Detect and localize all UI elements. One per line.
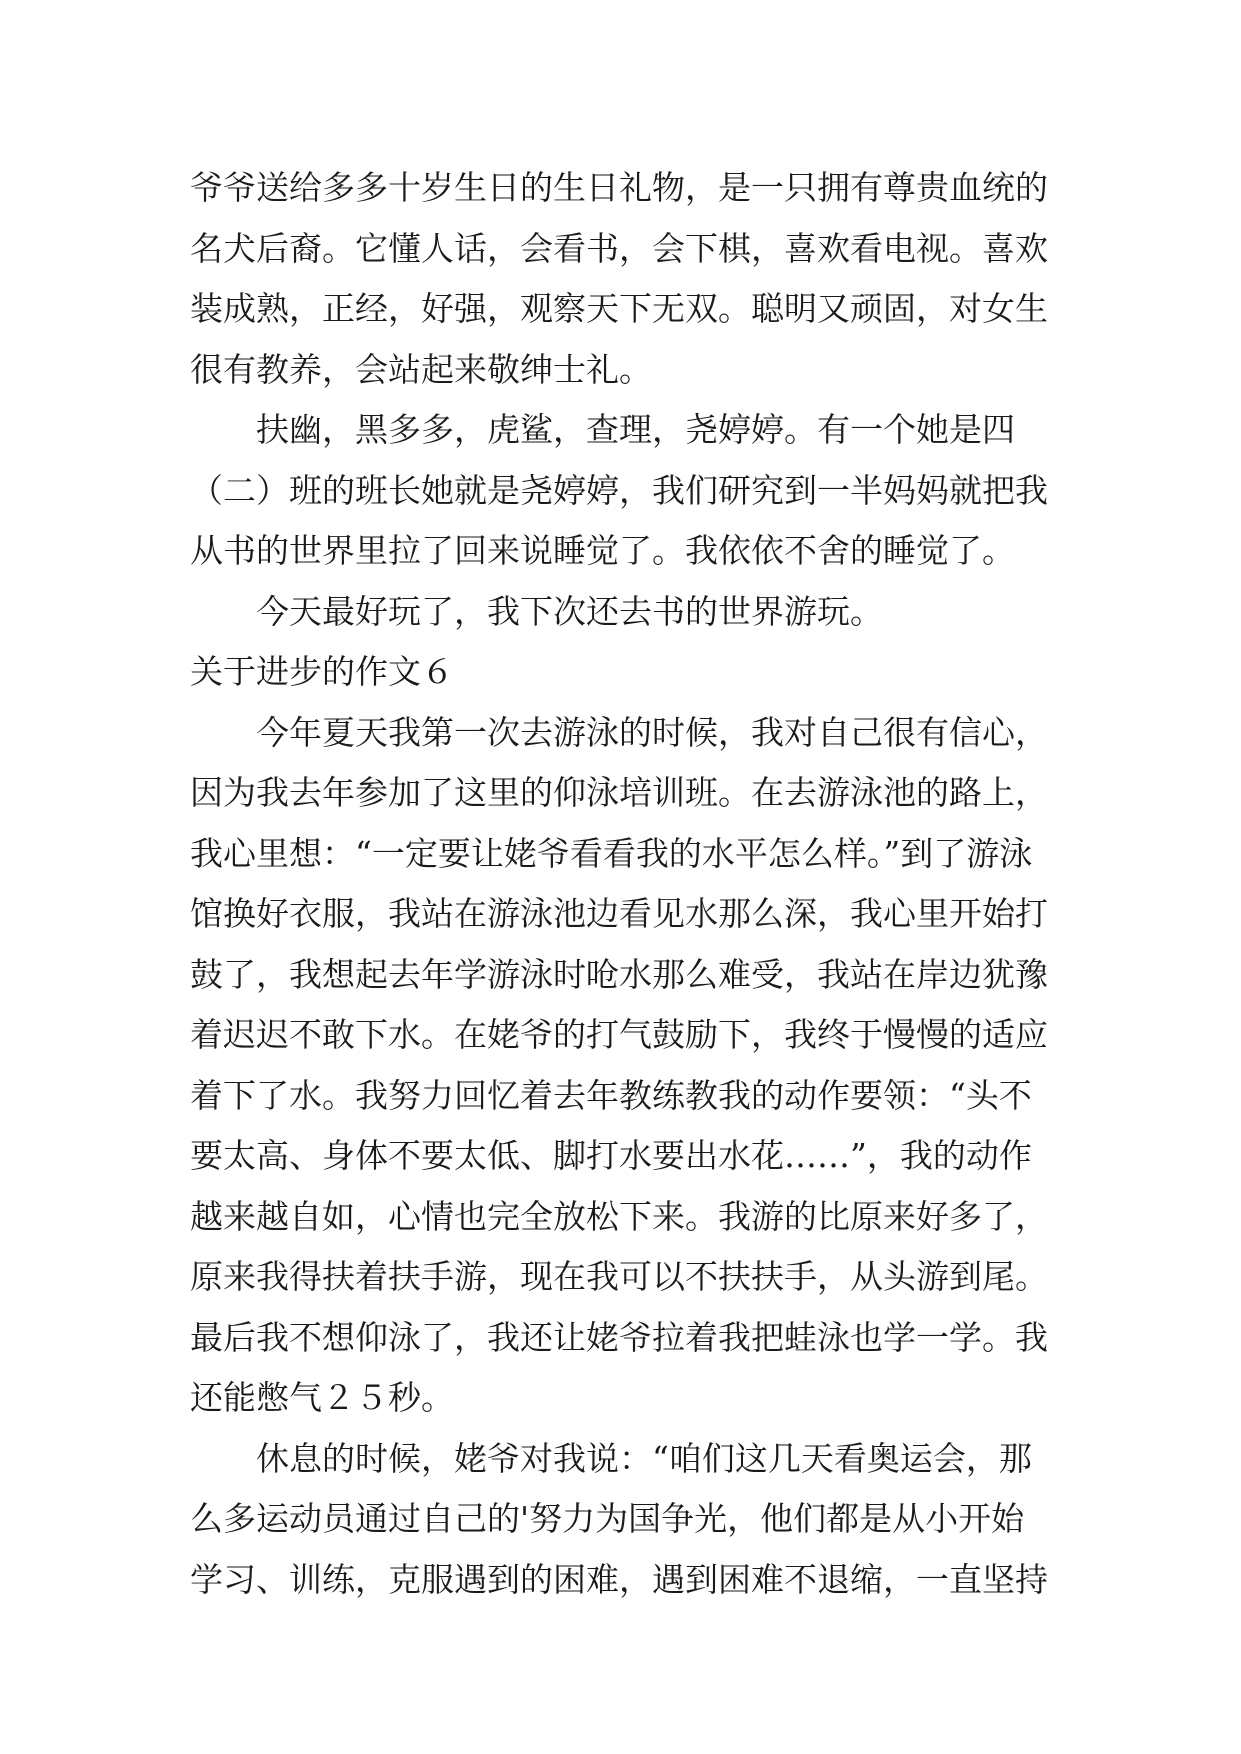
body-paragraph bbox=[190, 582, 1070, 643]
text-line: 关于进步的作文６ bbox=[190, 652, 454, 691]
text-line: 爷爷送给多多十岁生日的生日礼物，是一只拥有尊贵血统的 bbox=[190, 168, 1048, 207]
text-line: 馆换好衣服，我站在游泳池边看见水那么深，我心里开始打 bbox=[190, 894, 1048, 933]
text-line: 学习、训练，克服遇到的困难，遇到困难不退缩，一直坚持 bbox=[190, 1559, 1048, 1599]
text-line: 着下了水。我努力回忆着去年教练教我的动作要领：“头不 bbox=[190, 1075, 1032, 1115]
text-line: 从书的世界里拉了回来说睡觉了。我依依不舍的睡觉了。 bbox=[190, 531, 1015, 570]
body-paragraph bbox=[190, 1429, 1070, 1611]
text-line: 今天最好玩了，我下次还去书的世界游玩。 bbox=[256, 591, 883, 631]
text-line: 要太高、身体不要太低、脚打水要出水花……”，我的动作 bbox=[190, 1136, 1032, 1175]
text-line: 原来我得扶着扶手游，现在我可以不扶扶手，从头游到尾。 bbox=[190, 1257, 1048, 1296]
text-line: 休息的时候，姥爷对我说：“咱们这几天看奥运会，那 bbox=[256, 1438, 1032, 1478]
text-line: 着迟迟不敢下水。在姥爷的打气鼓励下，我终于慢慢的适应 bbox=[190, 1015, 1048, 1054]
text-line: 今年夏天我第一次去游泳的时候，我对自己很有信心， bbox=[256, 712, 1048, 752]
section-heading bbox=[190, 642, 1070, 703]
text-line: 我心里想：“一定要让姥爷看看我的水平怎么样。”到了游泳 bbox=[190, 833, 1033, 873]
text-line: 么多运动员通过自己的'努力为国争光，他们都是从小开始 bbox=[190, 1499, 1025, 1538]
text-line: 因为我去年参加了这里的仰泳培训班。在去游泳池的路上， bbox=[190, 773, 1048, 812]
text-line: 还能憋气２５秒。 bbox=[190, 1378, 454, 1417]
body-paragraph bbox=[190, 158, 1070, 400]
text-line: 名犬后裔。它懂人话，会看书，会下棋，喜欢看电视。喜欢 bbox=[190, 228, 1048, 268]
body-paragraph bbox=[190, 703, 1070, 1429]
document-body bbox=[190, 158, 1070, 1610]
text-line: 最后我不想仰泳了，我还让姥爷拉着我把蛙泳也学一学。我 bbox=[190, 1317, 1048, 1357]
text-line: 装成熟，正经，好强，观察天下无双。聪明又顽固，对女生 bbox=[190, 289, 1048, 328]
body-paragraph bbox=[190, 400, 1070, 582]
text-line: 扶幽，黑多多，虎鲨，查理，尧婷婷。有一个她是四 bbox=[256, 410, 1015, 449]
text-line: 很有教养，会站起来敬绅士礼。 bbox=[190, 349, 652, 389]
text-line: 鼓了，我想起去年学游泳时呛水那么难受，我站在岸边犹豫 bbox=[190, 954, 1048, 994]
text-line: 越来越自如，心情也完全放松下来。我游的比原来好多了， bbox=[190, 1196, 1048, 1236]
text-line: （二）班的班长她就是尧婷婷，我们研究到一半妈妈就把我 bbox=[190, 470, 1048, 510]
